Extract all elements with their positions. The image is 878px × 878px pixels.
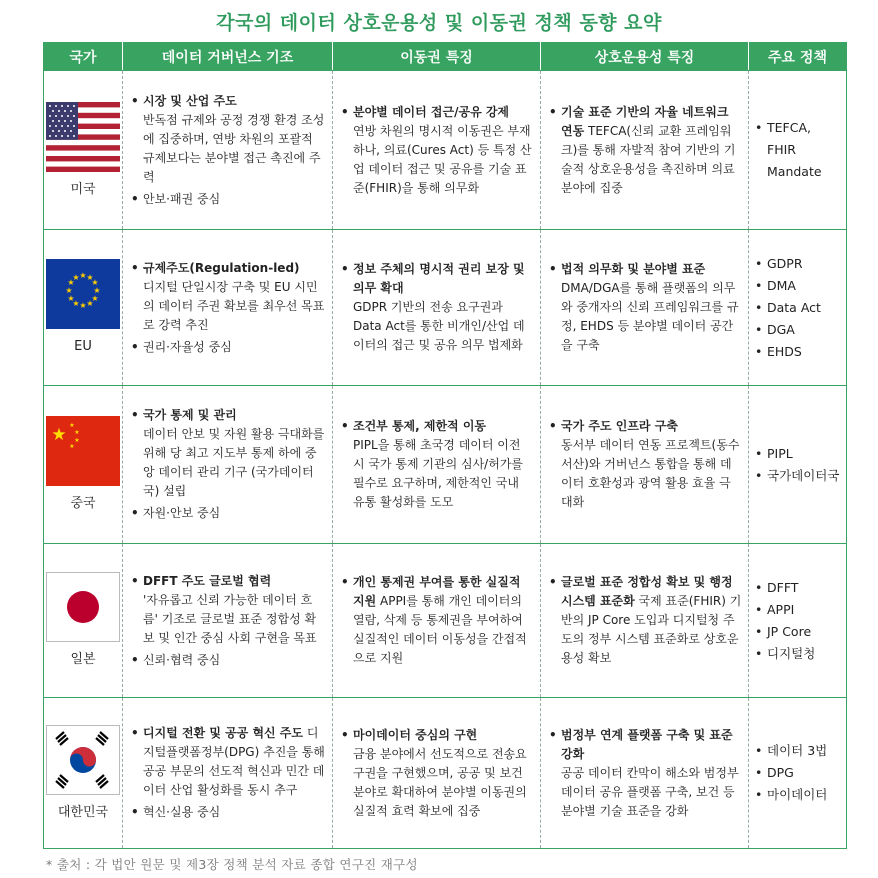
mobility-cell <box>333 386 541 544</box>
country-name: 미국 <box>70 181 96 197</box>
policies-cell <box>749 698 847 849</box>
mobility-cell <box>333 698 541 849</box>
mobility-cell <box>333 230 541 386</box>
mobility-point: • 정보 주체의 명시적 권리 보장 및 의무 확대 GDPR 기반의 전송 요구권과 Data Act를 통한 비개인/산업 데이터의 접근 및 공유 의무 법제화 <box>341 260 534 355</box>
svg-text:★: ★ <box>69 422 75 429</box>
header-governance: 데이터 거버넌스 기조 <box>123 43 333 71</box>
mobility-cell <box>333 71 541 230</box>
governance-point: • 디지털 전환 및 공공 혁신 주도 디지털플랫폼정부(DPG) 추진을 통해 공공 부문의 선도적 혁신과 민간 데이터 산업 활성화를 동시 추구 <box>131 724 326 800</box>
policy-item: • 마이데이터 <box>755 784 842 806</box>
country-name: EU <box>74 339 92 354</box>
source-note: * 출처 : 각 법안 원문 및 제3장 정책 분석 자료 종합 연구진 재구성 <box>46 857 418 872</box>
svg-text:★: ★ <box>79 271 87 280</box>
policy-item: • TEFCA, FHIR Mandate <box>755 117 842 183</box>
interop-cell <box>541 230 749 386</box>
interop-cell <box>541 544 749 698</box>
svg-text:★: ★ <box>86 299 94 308</box>
governance-point: • 시장 및 산업 주도 반독점 규제와 공정 경쟁 환경 조성에 집중하며, 연방 차원의 포괄적 규제보다는 분야별 접근 촉진에 주력 <box>131 92 326 187</box>
country-cell <box>44 544 123 698</box>
interop-point: • 법적 의무화 및 분야별 표준 DMA/DGA를 통해 플랫폼의 의무와 중개자의 신뢰 프레임워크를 규정, EHDS 등 분야별 데이터 공간을 구축 <box>549 260 742 355</box>
svg-text:★: ★ <box>69 443 75 450</box>
table-row <box>44 544 847 698</box>
governance-cell <box>123 698 333 849</box>
table-row <box>44 71 847 230</box>
korea-flag-icon <box>46 725 120 795</box>
mobility-point: • 마이데이터 중심의 구현 금융 분야에서 선도적으로 전송요구권을 구현했으며, 공공 및 보건 분야로 확대하여 분야별 이동권의 실질적 효력 확보에 집중 <box>341 726 534 821</box>
policy-item: • 국가데이터국 <box>755 465 842 487</box>
svg-text:★: ★ <box>74 437 80 444</box>
country-cell <box>44 230 123 386</box>
policy-item: • JP Core <box>755 621 842 643</box>
policy-item: • APPI <box>755 599 842 621</box>
country-name: 대한민국 <box>57 804 109 820</box>
header-country: 국가 <box>44 43 123 71</box>
header-policies: 주요 정책 <box>749 43 847 71</box>
governance-cell <box>123 230 333 386</box>
svg-text:★: ★ <box>72 299 80 308</box>
policies-cell <box>749 71 847 230</box>
governance-focus: • 혁신·실용 중심 <box>131 803 326 822</box>
interop-point: • 국가 주도 인프라 구축 동서부 데이터 연동 프로젝트(동수서산)와 거버넌스 통합을 통해 데이터 호환성과 광역 활용 효율 극대화 <box>549 417 742 512</box>
japan-flag-icon <box>46 572 120 642</box>
svg-text:★: ★ <box>72 273 80 282</box>
table-row <box>44 698 847 849</box>
svg-text:★: ★ <box>91 278 99 287</box>
governance-cell <box>123 386 333 544</box>
policies-cell <box>749 544 847 698</box>
svg-text:★: ★ <box>91 294 99 303</box>
header-mobility: 이동권 특징 <box>333 43 541 71</box>
header-row <box>44 43 847 71</box>
policy-item: • DFFT <box>755 577 842 599</box>
interop-point: • 기술 표준 기반의 자율 네트워크 연동 TEFCA(신뢰 교환 프레임워크)를 통해 자발적 참여 기반의 기술적 상호운용성을 촉진하며 의료 분야에 집중 <box>549 103 742 198</box>
svg-text:★: ★ <box>51 425 67 445</box>
policy-item: • GDPR <box>755 253 842 275</box>
us-flag-icon <box>46 102 120 172</box>
policy-item: • 디지털청 <box>755 643 842 665</box>
country-name: 일본 <box>70 652 96 667</box>
interop-point: • 범정부 연계 플랫폼 구축 및 표준 강화 공공 데이터 칸막이 해소와 범정부 데이터 공유 플랫폼 구축, 보건 등 분야별 기술 표준을 강화 <box>549 726 742 821</box>
governance-point: • DFFT 주도 글로벌 협력 '자유롭고 신뢰 가능한 데이터 흐름' 기조로 글로벌 표준 정합성 확보 및 인간 중심 사회 구현을 목표 <box>131 572 326 648</box>
mobility-point: • 조건부 통제, 제한적 이동 PIPL을 통해 초국경 데이터 이전 시 국가 통제 기관의 심사/허가를 필수로 요구하며, 제한적인 국내 유통 활성화를 도모 <box>341 417 534 512</box>
svg-text:★: ★ <box>67 294 75 303</box>
policies-cell <box>749 386 847 544</box>
policy-item: • 데이터 3법 <box>755 740 842 762</box>
mobility-point: • 개인 통제권 부여를 통한 실질적 지원 APPI를 통해 개인 데이터의 열람, 삭제 등 통제권을 부여하여 실질적인 데이터 이동성을 간접적으로 지원 <box>341 573 534 668</box>
country-cell <box>44 386 123 544</box>
svg-text:★: ★ <box>79 301 87 310</box>
svg-text:★: ★ <box>93 286 101 295</box>
policy-table <box>43 42 847 849</box>
svg-text:★: ★ <box>74 429 80 436</box>
policy-item: • Data Act <box>755 297 842 319</box>
policies-cell <box>749 230 847 386</box>
table-row <box>44 386 847 544</box>
governance-focus: • 권리·자율성 중심 <box>131 338 326 357</box>
governance-focus: • 안보·패권 중심 <box>131 190 326 209</box>
svg-text:★: ★ <box>65 286 73 295</box>
governance-focus: • 자원·안보 중심 <box>131 504 326 523</box>
policy-item: • DMA <box>755 275 842 297</box>
governance-point: • 국가 통제 및 관리 데이터 안보 및 자원 활용 극대화를 위해 당 최고 지도부 통제 하에 중앙 데이터 관리 기구 (국가데이터국) 설립 <box>131 406 326 501</box>
mobility-cell <box>333 544 541 698</box>
policy-item: • DGA <box>755 319 842 341</box>
interop-cell <box>541 698 749 849</box>
policy-item: • DPG <box>755 762 842 784</box>
interop-point: • 글로벌 표준 정합성 확보 및 행정 시스템 표준화 국제 표준(FHIR) 기반의 JP Core 도입과 디지털청 주도의 정부 시스템 표준화로 상호운용성 확보 <box>549 573 742 668</box>
table-row <box>44 230 847 386</box>
interop-cell <box>541 386 749 544</box>
interop-cell <box>541 71 749 230</box>
svg-text:★: ★ <box>86 273 94 282</box>
svg-text:★: ★ <box>67 278 75 287</box>
china-flag-icon <box>46 416 120 486</box>
page-title: 각국의 데이터 상호운용성 및 이동권 정책 동향 요약 <box>216 12 662 34</box>
eu-flag-icon <box>46 259 120 329</box>
header-interop: 상호운용성 특징 <box>541 43 749 71</box>
policy-item: • PIPL <box>755 443 842 465</box>
governance-focus: • 신뢰·협력 중심 <box>131 651 326 670</box>
country-name: 중국 <box>70 496 96 511</box>
governance-cell <box>123 544 333 698</box>
policy-item: • EHDS <box>755 341 842 363</box>
governance-point: • 규제주도(Regulation-led) 디지털 단일시장 구축 및 EU 시민의 데이터 주권 확보를 최우선 목표로 강력 추진 <box>131 259 326 335</box>
country-cell <box>44 698 123 849</box>
governance-cell <box>123 71 333 230</box>
country-cell <box>44 71 123 230</box>
mobility-point: • 분야별 데이터 접근/공유 강제 연방 차원의 명시적 이동권은 부재하나, 의료(Cures Act) 등 특정 산업 데이터 접근 및 공유를 기술 표준(FHIR)을 통해 의무화 <box>341 103 534 198</box>
